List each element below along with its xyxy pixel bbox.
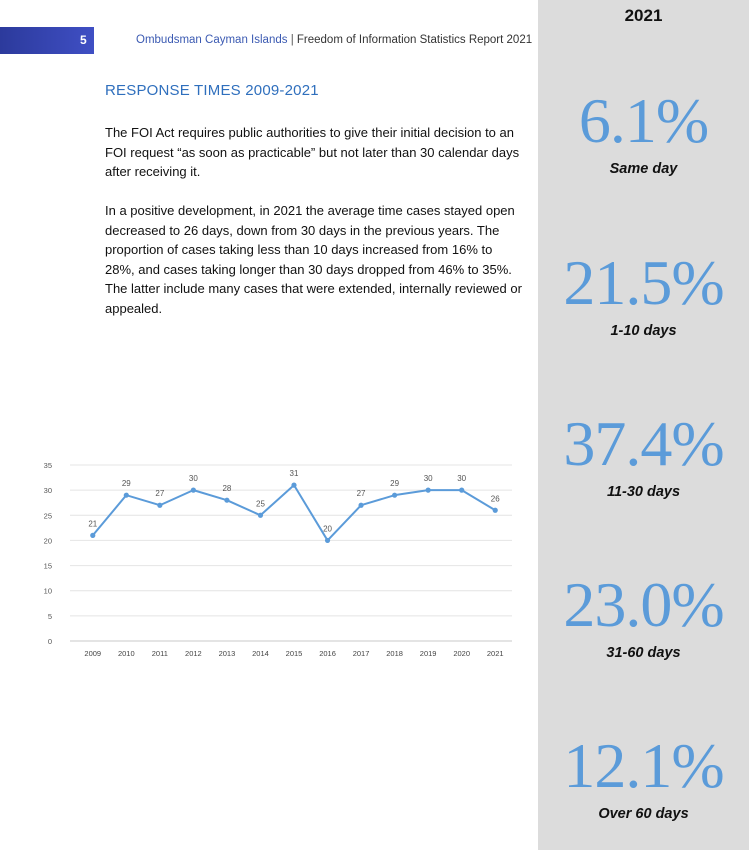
data-point bbox=[291, 483, 296, 488]
x-tick-label: 2013 bbox=[218, 649, 236, 658]
stat-value: 37.4% bbox=[563, 408, 724, 479]
data-point bbox=[90, 533, 95, 538]
stat-31-60-days bbox=[538, 569, 749, 661]
stat-value: 21.5% bbox=[563, 247, 724, 318]
running-header bbox=[136, 34, 532, 46]
y-tick-label: 20 bbox=[43, 536, 52, 546]
stat-1-10-days bbox=[538, 247, 749, 339]
x-tick-label: 2011 bbox=[151, 649, 168, 658]
y-tick-label: 30 bbox=[43, 486, 52, 496]
data-label: 29 bbox=[121, 479, 131, 489]
sidebar-stats-panel bbox=[538, 0, 749, 850]
data-point bbox=[392, 493, 397, 498]
stat-over-60-days bbox=[538, 730, 749, 822]
data-point bbox=[426, 488, 431, 493]
y-tick-label: 25 bbox=[43, 511, 52, 521]
trend-paragraph: In a positive development, in 2021 the average time cases stayed open decreased to 26 days, down from 30 days in the previous years. The proportion of cases taking less than 10 days increased from 16% to 28%, and cases taking longer than 30 days dropped from 46% to 35%. The latter include many cases that were extended, internally reviewed or appealed. bbox=[105, 203, 522, 316]
y-tick-label: 0 bbox=[47, 637, 52, 646]
x-tick-label: 2021 bbox=[486, 649, 504, 658]
x-tick-label: 2014 bbox=[252, 649, 269, 658]
data-label: 26 bbox=[490, 494, 500, 504]
data-point bbox=[157, 503, 162, 508]
stat-label: 1-10 days bbox=[610, 323, 677, 339]
sidebar-year: 2021 bbox=[624, 6, 663, 25]
data-label: 25 bbox=[256, 499, 265, 509]
x-tick-label: 2015 bbox=[285, 649, 303, 658]
series-line bbox=[93, 485, 495, 540]
x-tick-label: 2009 bbox=[84, 649, 102, 658]
data-point bbox=[459, 488, 464, 493]
data-label: 29 bbox=[390, 479, 400, 489]
data-point bbox=[358, 503, 363, 508]
data-label: 28 bbox=[222, 484, 232, 494]
data-label: 27 bbox=[155, 489, 165, 499]
section-title: RESPONSE TIMES 2009-2021 bbox=[105, 82, 319, 99]
stat-label: 11-30 days bbox=[606, 484, 681, 500]
stat-11-30-days bbox=[538, 408, 749, 500]
response-times-line-chart bbox=[30, 455, 520, 665]
stat-same-day bbox=[538, 85, 749, 177]
data-label: 31 bbox=[289, 469, 299, 479]
data-point bbox=[258, 513, 263, 518]
stat-label: Over 60 days bbox=[598, 806, 689, 822]
x-tick-label: 2020 bbox=[453, 649, 471, 658]
stat-value: 6.1% bbox=[578, 85, 709, 156]
data-point bbox=[124, 493, 129, 498]
intro-paragraph: The FOI Act requires public authorities to give their initial decision to an FOI request “as soon as practicable” but not later than 30 calendar days after receiving it. bbox=[105, 125, 520, 179]
data-label: 21 bbox=[88, 519, 98, 529]
stat-value: 12.1% bbox=[563, 730, 724, 801]
y-tick-label: 5 bbox=[47, 611, 52, 621]
header-separator: | bbox=[290, 34, 294, 46]
x-tick-label: 2019 bbox=[419, 649, 437, 658]
y-tick-label: 10 bbox=[43, 586, 52, 596]
x-tick-label: 2016 bbox=[319, 649, 336, 658]
x-tick-label: 2012 bbox=[185, 649, 202, 658]
header-report-title: Freedom of Information Statistics Report 2021 bbox=[296, 34, 533, 46]
x-tick-label: 2018 bbox=[386, 649, 403, 658]
stat-label: 31-60 days bbox=[606, 645, 681, 661]
x-tick-label: 2010 bbox=[117, 649, 135, 658]
stat-label: Same day bbox=[609, 161, 678, 177]
data-label: 30 bbox=[423, 474, 433, 484]
y-tick-label: 15 bbox=[43, 561, 52, 571]
data-label: 30 bbox=[457, 474, 467, 484]
stat-value: 23.0% bbox=[563, 569, 724, 640]
data-point bbox=[325, 538, 330, 543]
page-number: 5 bbox=[80, 33, 87, 47]
data-label: 30 bbox=[188, 474, 198, 484]
data-label: 27 bbox=[356, 489, 366, 499]
data-label: 20 bbox=[323, 524, 332, 534]
header-organization: Ombudsman Cayman Islands bbox=[136, 34, 288, 46]
data-point bbox=[224, 498, 229, 503]
y-tick-label: 35 bbox=[43, 461, 52, 470]
x-tick-label: 2017 bbox=[352, 649, 370, 658]
data-point bbox=[191, 488, 196, 493]
data-point bbox=[493, 508, 498, 513]
